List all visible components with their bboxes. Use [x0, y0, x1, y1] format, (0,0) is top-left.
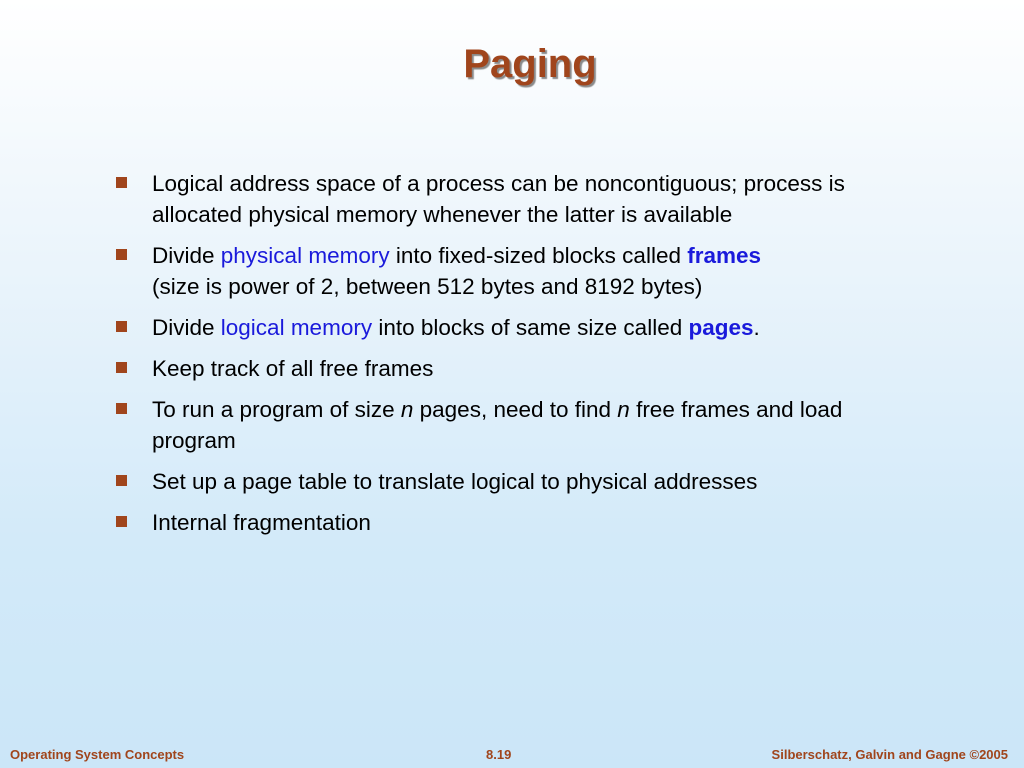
square-bullet-icon — [116, 362, 127, 373]
square-bullet-icon — [116, 475, 127, 486]
footer-course-title: Operating System Concepts — [10, 747, 185, 762]
bullet-text-suffix: . — [753, 315, 760, 340]
bullet-text-middle: into blocks of same size called — [372, 315, 689, 340]
variable-n: n — [400, 397, 414, 422]
bullet-text-prefix: Divide — [152, 243, 221, 268]
bullet-item-internal-fragmentation — [116, 507, 896, 538]
square-bullet-icon — [116, 177, 127, 188]
bullet-text: Logical address space of a process can be noncontiguous; process is allocated physical memory whenever the latter is available — [152, 171, 845, 227]
bullet-item-run-program — [116, 394, 896, 456]
square-bullet-icon — [116, 516, 127, 527]
keyword-pages: pages — [688, 315, 754, 340]
bullet-item-logical-address-space — [116, 168, 896, 230]
bullet-text: Set up a page table to translate logical to physical addresses — [152, 469, 758, 494]
slide-title: Paging — [463, 42, 597, 86]
bullet-text-prefix: Divide — [152, 315, 221, 340]
bullet-text-suffix: (size is power of 2, between 512 bytes and 8192 bytes) — [152, 274, 703, 299]
footer-page-number: 8.19 — [486, 747, 512, 762]
bullet-text: Internal fragmentation — [152, 510, 371, 535]
footer-copyright: Silberschatz, Galvin and Gagne ©2005 — [771, 747, 1008, 762]
bullet-item-page-table — [116, 466, 896, 497]
bullet-item-physical-memory — [116, 240, 896, 302]
bullet-text: Keep track of all free frames — [152, 356, 434, 381]
square-bullet-icon — [116, 249, 127, 260]
variable-n: n — [617, 397, 630, 422]
bullet-text-suffix: free frames and load program — [152, 397, 843, 453]
bullet-text-middle: into fixed-sized blocks called — [389, 243, 688, 268]
bullet-text-middle: pages, need to find — [413, 397, 618, 422]
square-bullet-icon — [116, 321, 127, 332]
bullet-item-logical-memory — [116, 312, 896, 343]
term-physical-memory: physical memory — [220, 243, 390, 268]
square-bullet-icon — [116, 403, 127, 414]
bullet-list — [116, 168, 896, 548]
term-logical-memory: logical memory — [220, 315, 373, 340]
keyword-frames: frames — [687, 243, 762, 268]
bullet-item-free-frames — [116, 353, 896, 384]
bullet-text-prefix: To run a program of size — [152, 397, 401, 422]
